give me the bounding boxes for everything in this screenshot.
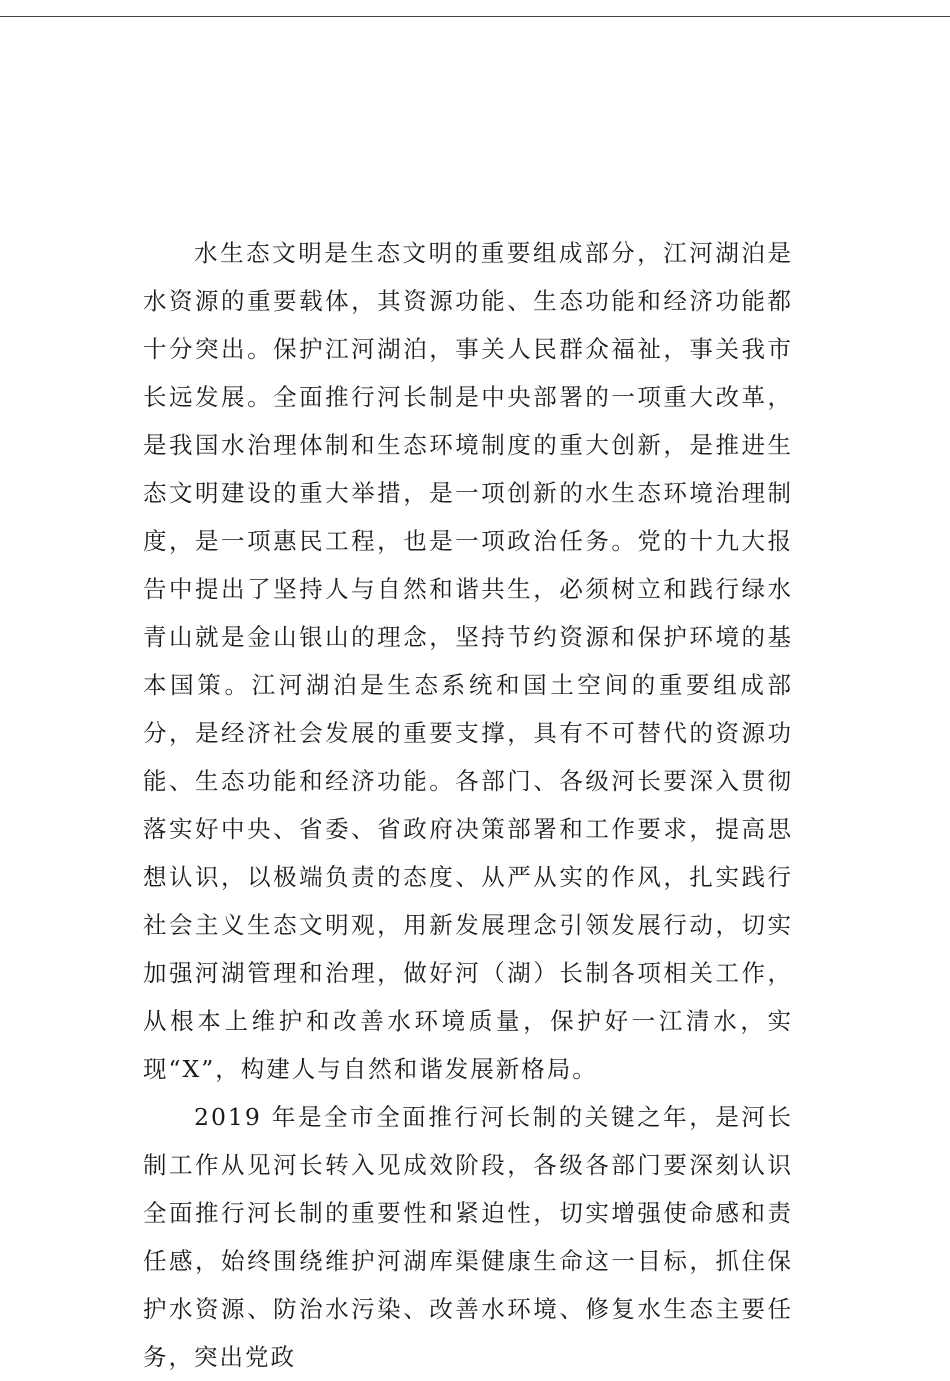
- header-rule: [0, 16, 950, 17]
- paragraph-1: 水生态文明是生态文明的重要组成部分，江河湖泊是水资源的重要载体，其资源功能、生态功能和经济功能都十分突出。保护江河湖泊，事关人民群众福祉，事关我市长远发展。全面推行河长制是中央部署的一项重大改革，是我国水治理体制和生态环境制度的重大创新，是推进生态文明建设的重大举措，是一项创新的水生态环境治理制度，是一项惠民工程，也是一项政治任务。党的十九大报告中提出了坚持人与自然和谐共生，必须树立和践行绿水青山就是金山银山的理念，坚持节约资源和保护环境的基本国策。江河湖泊是生态系统和国土空间的重要组成部分，是经济社会发展的重要支撑，具有不可替代的资源功能、生态功能和经济功能。各部门、各级河长要深入贯彻落实好中央、省委、省政府决策部署和工作要求，提高思想认识，以极端负责的态度、从严从实的作风，扎实践行社会主义生态文明观，用新发展理念引领发展行动，切实加强河湖管理和治理，做好河（湖）长制各项相关工作，从根本上维护和改善水环境质量，保护好一江清水，实现“X”，构建人与自然和谐发展新格局。: [143, 239, 793, 1083]
- paragraph-2: 2019 年是全市全面推行河长制的关键之年，是河长制工作从见河长转入见成效阶段，各级各部门要深刻认识全面推行河长制的重要性和紧迫性，切实增强使命感和责任感，始终围绕维护河湖库渠健康生命这一目标，抓住保护水资源、防治水污染、改善水环境、修复水生态主要任务，突出党政: [143, 1103, 793, 1371]
- document-body: [143, 229, 793, 1381]
